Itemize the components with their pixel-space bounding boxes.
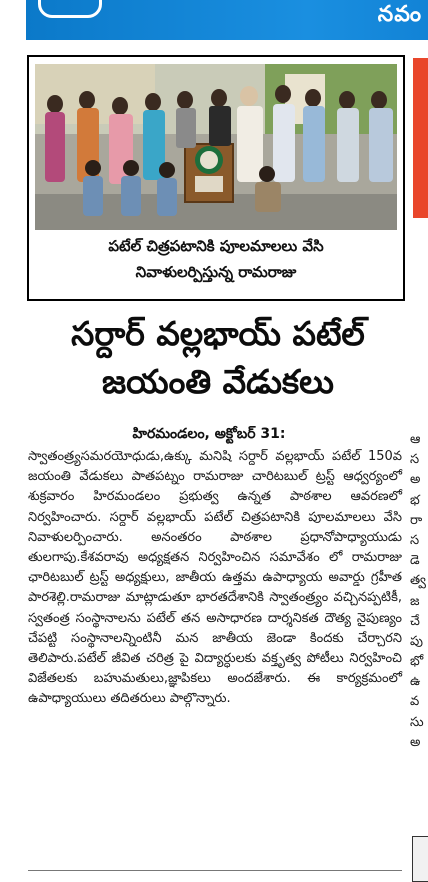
event-photo [35, 64, 397, 230]
adjacent-column [410, 430, 428, 753]
adjacent-line: అ [410, 734, 421, 750]
photo-caption [35, 233, 397, 285]
caption-line-2: నివాళులర్పిస్తున్న రామరాజు [135, 263, 297, 281]
side-accent-block [413, 58, 428, 218]
adjacent-line: అ [410, 472, 421, 488]
adjacent-line: జ [410, 593, 420, 609]
adjacent-line: డె [410, 553, 420, 569]
adjacent-line: పు [410, 633, 423, 649]
adjacent-line: ఆ [410, 432, 421, 447]
adjacent-line: త్వ [410, 573, 427, 589]
masthead-bar [26, 0, 428, 40]
article-headline [20, 310, 416, 406]
headline-line-1: సర్దార్ వల్లభాయ్ పటేల్ [71, 314, 365, 353]
column-divider [28, 870, 402, 871]
adjacent-line: స [410, 532, 420, 548]
article-body: స్వాతంత్ర్యసమరయోధుడు,ఉక్కు మనిషి సర్దార్ వల్లభాయ్ పటేల్ 150వ జయంతి వేడుకలు పాతపట్నం రామరాజు చారిటబుల్ ట్రస్ట్ ఆధ్వర్యంలో శుక్రవారం హిరమండలం ప్రభుత్వ ఉన్నత పాఠశాల ఆవరణలో నిర్వహించారు. సర్దార్ వల్లభాయ్ పటేల్ చిత్రపటానికి పూలమాలలు వేసి నివాళులర్పించారు. అనంతరం పాఠశాల ప్రధానోపాధ్యాయుడు తులగాపు.కేశవరావు అధ్యక్షతన నిర్వహించిన సమావేశం లో రామరాజు ఛారిటబుల్ ట్రస్ట్ అధ్యక్షులు, జాతీయ ఉత్తమ ఉపాధ్యాయ అవార్డు గ్రహీత పారశెల్లి.రామరాజు మాట్లాడుతూ భారతదేశానికి స్వాతంత్ర్యం వచ్చినప్పటికీ, స్వతంత్ర సంస్థానాలను పటేల్ తన అసాధారణ దార్శనికత దౌత్య నైపుణ్యం చేపట్టి సంస్థానాలన్నింటినీ మన జాతీయ జెండా కిందకు చేర్చారని తెలిపారు.పటేల్ జీవిత చరిత్ర పై విద్యార్ధులకు వక్తృత్వ పోటీలు నిర్వహించి విజేతలకు బహుమతులు,జ్ఞాపికలు అందజేశారు. ఈ కార్యక్రమంలో ఉపాధ్యాయులు తదితరులు పాల్గొన్నారు. [28, 449, 402, 707]
adjacent-photo-edge [412, 836, 428, 882]
adjacent-line: రా [410, 512, 423, 528]
masthead-title: నవం [377, 2, 422, 27]
article-dateline: హిరమండలం, అక్టోబర్ 31: [132, 426, 286, 442]
adjacent-line: ఉ [410, 674, 421, 690]
event-photo-illustration [35, 64, 397, 230]
adjacent-line: భో [410, 654, 424, 670]
adjacent-line: చే [410, 613, 420, 629]
adjacent-line: స [410, 452, 420, 468]
headline-line-2: జయంతి వేడుకలు [102, 362, 334, 401]
adjacent-line: సు [410, 714, 424, 730]
masthead-logo [38, 0, 102, 18]
caption-line-1: పటేల్ చిత్రపటానికి పూలమాలలు వేసి [108, 237, 324, 255]
adjacent-line: భ [410, 492, 420, 508]
adjacent-line: వ [410, 694, 420, 710]
photo-frame [27, 55, 405, 301]
